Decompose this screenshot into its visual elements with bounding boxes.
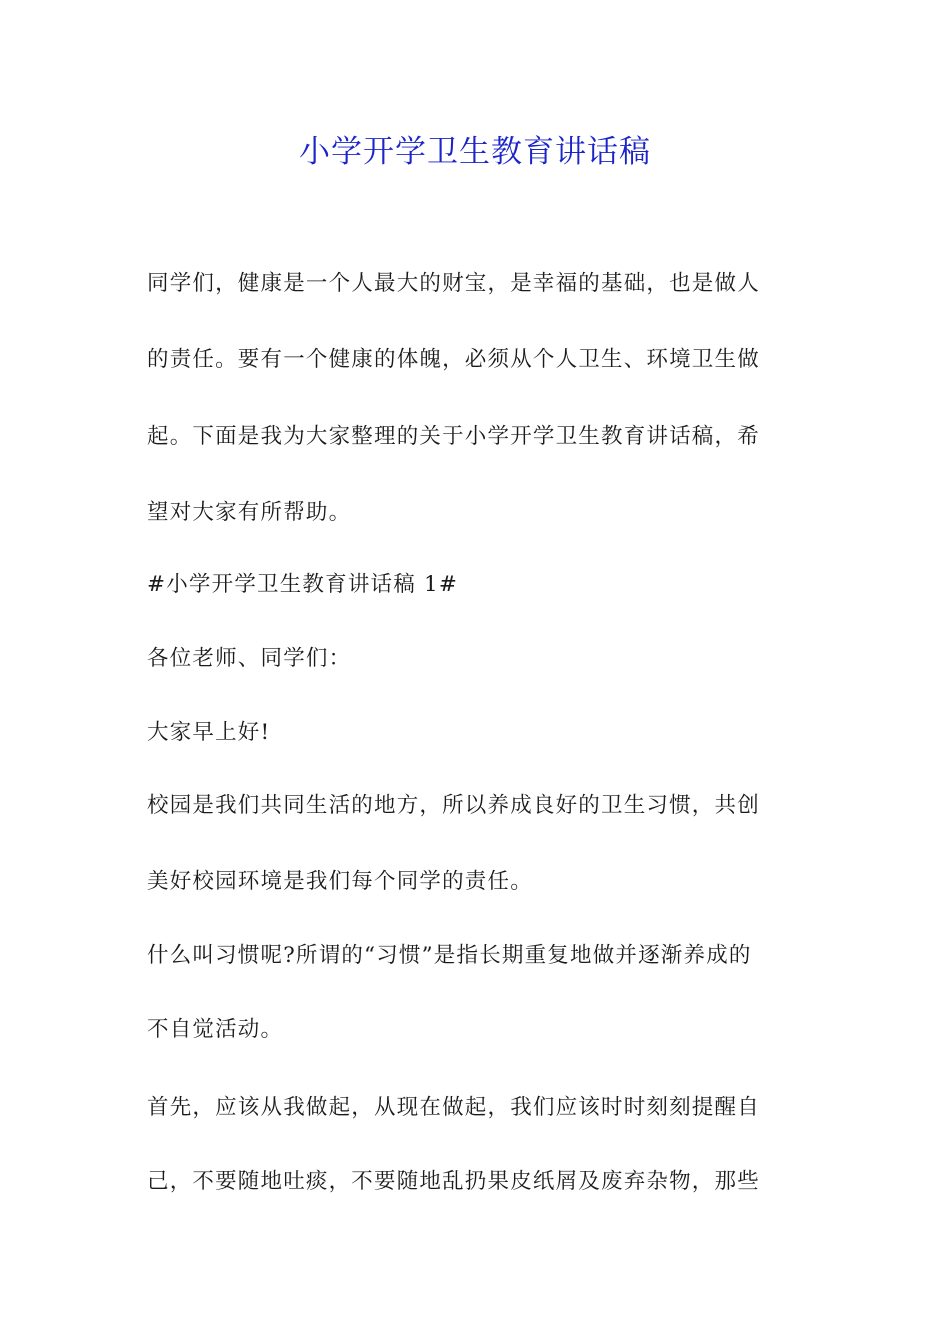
paragraph-line: 首先，应该从我做起，从现在做起，我们应该时时刻刻提醒自	[147, 1095, 760, 1120]
paragraph-line: 同学们，健康是一个人最大的财宝，是幸福的基础，也是做人	[147, 271, 760, 296]
paragraph-line: 不自觉活动。	[147, 1017, 284, 1042]
document-title: 小学开学卫生教育讲话稿	[299, 134, 651, 170]
paragraph-line: 己，不要随地吐痰，不要随地乱扔果皮纸屑及废弃杂物，那些	[147, 1169, 760, 1194]
paragraph-line: 的责任。要有一个健康的体魄，必须从个人卫生、环境卫生做	[147, 347, 760, 372]
greeting: 大家早上好!	[147, 720, 271, 745]
paragraph-line: 美好校园环境是我们每个同学的责任。	[147, 869, 533, 894]
paragraph-line: 起。下面是我为大家整理的关于小学开学卫生教育讲话稿，希	[147, 424, 760, 449]
section-heading: #小学开学卫生教育讲话稿 1#	[147, 572, 459, 597]
salutation: 各位老师、同学们：	[147, 646, 352, 671]
paragraph-line: 校园是我们共同生活的地方，所以养成良好的卫生习惯，共创	[147, 793, 760, 818]
paragraph-line: 什么叫习惯呢?所谓的“习惯”是指长期重复地做并逐渐养成的	[147, 943, 752, 968]
paragraph-line: 望对大家有所帮助。	[147, 500, 352, 525]
